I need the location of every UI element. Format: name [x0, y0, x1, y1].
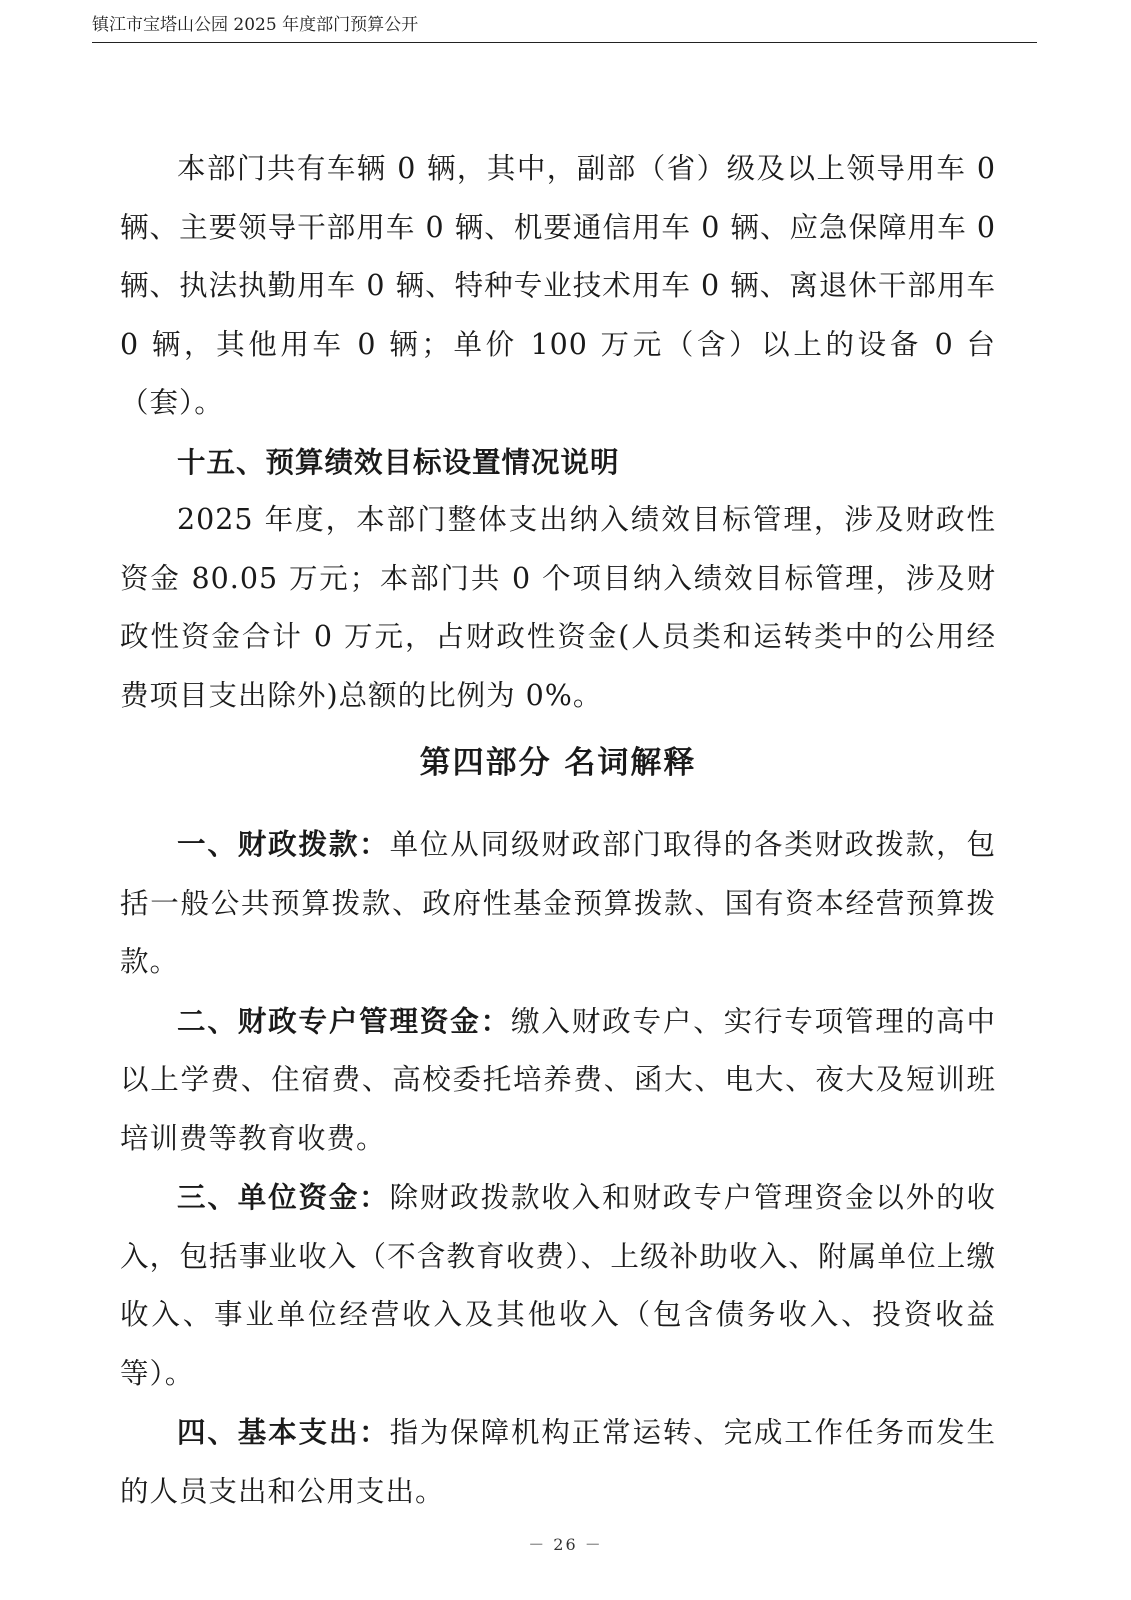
page-number: － 26 －	[528, 1535, 603, 1554]
definition-term: 二、财政专户管理资金：	[177, 1003, 512, 1038]
document-title: 镇江市宝塔山公园 2025 年度部门预算公开	[92, 15, 419, 35]
definition-text: 缴入财政专户、实行专项管理的高中以上学费、住宿费、高校委托培养费、函大、电大、夜大及短训班培训费等教育收费。	[120, 1004, 996, 1155]
vehicles-paragraph: 本部门共有车辆 0 辆，其中，副部（省）级及以上领导用车 0 辆、主要领导干部用车 0 辆、机要通信用车 0 辆、应急保障用车 0 辆、执法执勤用车 0 辆、特种专业技术用车 0 辆、离退休干部用车 0 辆，其他用车 0 辆；单价 100 万元（含）以上的设备 0 台（套）。	[120, 152, 996, 419]
definition-fiscal-special-account	[120, 992, 996, 1169]
section-heading-performance-goals: 十五、预算绩效目标设置情况说明	[177, 444, 620, 479]
definition-term: 四、基本支出：	[177, 1415, 390, 1449]
definition-text: 指为保障机构正常运转、完成工作任务而发生的人员支出和公用支出。	[120, 1416, 996, 1508]
definition-text: 除财政拨款收入和财政专户管理资金以外的收入，包括事业收入（不含教育收费）、上级补助收入、附属单位上缴收入、事业单位经营收入及其他收入（包含债务收入、投资收益等）。	[120, 1181, 996, 1390]
definition-fiscal-appropriation	[120, 815, 996, 992]
part-title: 第四部分 名词解释	[419, 745, 697, 781]
page-header	[92, 10, 1037, 43]
document-body	[120, 140, 996, 1521]
definition-text: 单位从同级财政部门取得的各类财政拨款，包括一般公共预算拨款、政府性基金预算拨款、国有资本经营预算拨款。	[120, 828, 996, 978]
definition-term: 三、单位资金：	[177, 1180, 390, 1214]
definition-term: 一、财政拨款：	[177, 827, 390, 861]
definition-unit-funds	[120, 1168, 996, 1403]
performance-goals-paragraph: 2025 年度，本部门整体支出纳入绩效目标管理，涉及财政性资金 80.05 万元；本部门共 0 个项目纳入绩效目标管理，涉及财政性资金合计 0 万元，占财政性资金(人员类和运转类中的公用经费项目支出除外)总额的比例为 0%。	[120, 503, 996, 712]
definition-basic-expenditure	[120, 1403, 996, 1521]
